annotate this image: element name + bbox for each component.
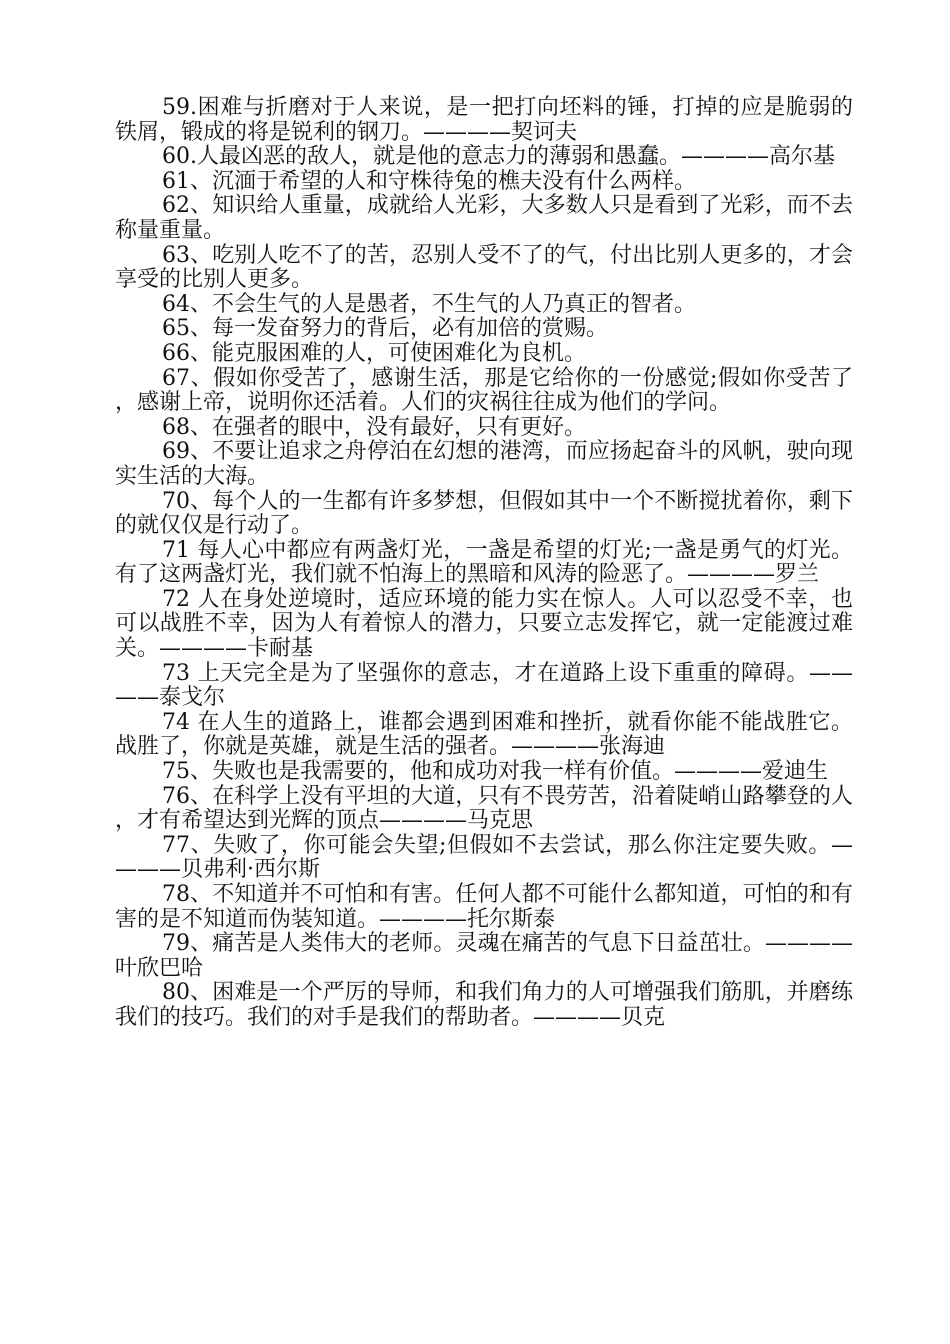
quote-60: 60.人最凶恶的敌人，就是他的意志力的薄弱和愚蠢。————高尔基 bbox=[162, 144, 835, 170]
quote-79: 79、痛苦是人类伟大的老师。灵魂在痛苦的气息下日益茁壮。————叶欣巴哈 bbox=[115, 931, 853, 981]
quote-78: 78、不知道并不可怕和有害。任何人都不可能什么都知道，可怕的和有害的是不知道而伪装知道。————托尔斯泰 bbox=[115, 882, 853, 932]
quote-70: 70、每个人的一生都有许多梦想，但假如其中一个不断搅扰着你，剩下的就仅仅是行动了。 bbox=[115, 488, 853, 539]
quote-list bbox=[115, 96, 853, 1031]
quote-64: 64、不会生气的人是愚者，不生气的人乃真正的智者。 bbox=[162, 291, 696, 317]
quote-73: 73 上天完全是为了坚强你的意志，才在道路上设下重重的障碍。————泰戈尔 bbox=[115, 660, 853, 711]
quote-62: 62、知识给人重量，成就给人光彩，大多数人只是看到了光彩，而不去称量重量。 bbox=[115, 193, 853, 243]
quote-61: 61、沉湎于希望的人和守株待兔的樵夫没有什么两样。 bbox=[162, 168, 696, 194]
quote-80: 80、困难是一个严厉的导师，和我们角力的人可增强我们筋肌，并磨练我们的技巧。我们的对手是我们的帮助者。————贝克 bbox=[115, 980, 853, 1030]
quote-75: 75、失败也是我需要的，他和成功对我一样有价值。————爱迪生 bbox=[162, 759, 828, 785]
quote-66: 66、能克服困难的人，可使困难化为良机。 bbox=[162, 340, 586, 366]
quote-74: 74 在人生的道路上，谁都会遇到困难和挫折，就看你能不能战胜它。战胜了，你就是英雄，就是生活的强者。————张海迪 bbox=[115, 709, 853, 760]
quote-59: 59.困难与折磨对于人来说，是一把打向坯料的锤，打掉的应是脆弱的铁屑，锻成的将是锐利的钢刀。————契诃夫 bbox=[115, 95, 853, 145]
quote-72: 72 人在身处逆境时，适应环境的能力实在惊人。人可以忍受不幸，也可以战胜不幸，因为人有着惊人的潜力，只要立志发挥它，就一定能渡过难关。————卡耐基 bbox=[115, 586, 853, 662]
quote-67: 67、假如你受苦了，感谢生活，那是它给你的一份感觉;假如你受苦了，感谢上帝，说明你还活着。人们的灾祸往往成为他们的学问。 bbox=[115, 365, 853, 416]
quote-76: 76、在科学上没有平坦的大道，只有不畏劳苦，沿着陡峭山路攀登的人，才有希望达到光辉的顶点————马克思 bbox=[115, 783, 853, 834]
quote-71: 71 每人心中都应有两盏灯光，一盏是希望的灯光;一盏是勇气的灯光。有了这两盏灯光，我们就不怕海上的黑暗和风涛的险恶了。————罗兰 bbox=[115, 537, 853, 588]
quote-65: 65、每一发奋努力的背后，必有加倍的赏赐。 bbox=[162, 316, 608, 342]
quote-77: 77、失败了，你可能会失望;但假如不去尝试，那么你注定要失败。————贝弗利·西尔斯 bbox=[115, 832, 853, 883]
quote-68: 68、在强者的眼中，没有最好，只有更好。 bbox=[162, 414, 586, 440]
quote-69: 69、不要让追求之舟停泊在幻想的港湾，而应扬起奋斗的风帆，驶向现实生活的大海。 bbox=[115, 439, 853, 489]
quote-63: 63、吃别人吃不了的苦，忍别人受不了的气，付出比别人更多的，才会享受的比别人更多。 bbox=[115, 242, 853, 293]
